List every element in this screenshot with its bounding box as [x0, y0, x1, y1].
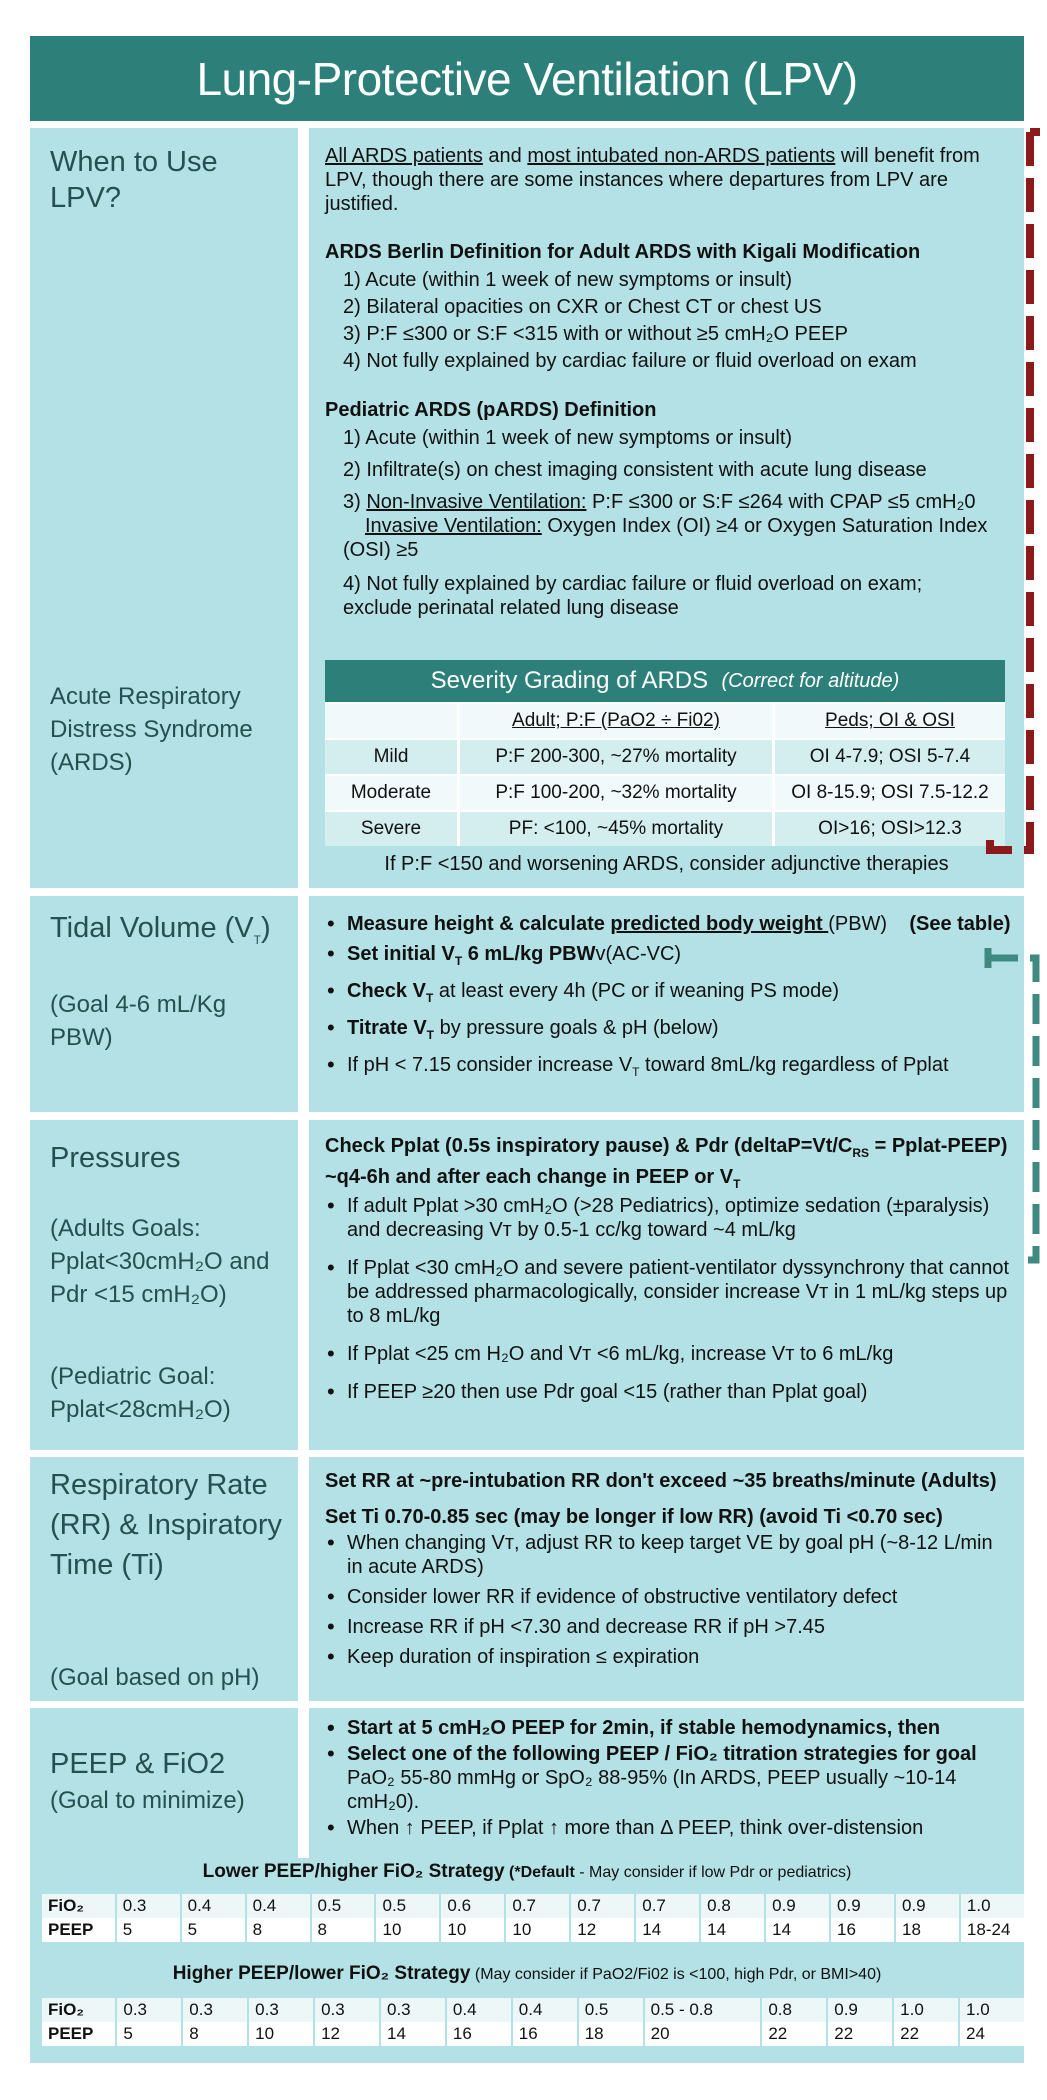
berlin-item: 4) Not fully explained by cardiac failure or fluid overload on exam — [343, 350, 917, 372]
berlin-title: ARDS Berlin Definition for Adult ARDS with Kigali Modification — [325, 241, 921, 263]
table-row — [325, 703, 1005, 739]
severity-title-note: (Correct for altitude) — [721, 669, 900, 692]
tidal-sub: T — [454, 954, 463, 968]
peds-item: 4) Not fully explained by cardiac failure or fluid overload on exam; exclude perinatal related lung disease — [343, 573, 923, 619]
peep-cell: 12 — [570, 1918, 635, 1942]
when-left-panel — [30, 128, 298, 888]
peep-cell: 22 — [761, 2022, 827, 2046]
peep-cell: 14 — [380, 2022, 446, 2046]
list-item: • If Pplat <25 cm H₂O and Vᴛ <6 mL/kg, increase Vᴛ to 6 mL/kg — [325, 1342, 1015, 1366]
fio2-cell: 0.8 — [700, 1894, 765, 1918]
pressures-right-panel — [309, 1120, 1024, 1450]
teal-dashed-bracket — [988, 948, 1036, 1260]
lower-peep-table — [42, 1894, 1024, 1942]
tidal-b1a: Measure height & calculate — [347, 913, 611, 935]
higher-peep-table — [42, 1998, 1024, 2046]
table-cell: P:F 200-300, ~27% mortality — [459, 739, 774, 775]
tidal-left-panel — [30, 896, 298, 1112]
fio2-cell: 0.9 — [895, 1894, 960, 1918]
peep-cell: 5 — [116, 2022, 182, 2046]
dashed-connectors — [980, 128, 1040, 1298]
tidal-b1d: (See table) — [909, 913, 1011, 935]
tidal-goal: (Goal 4-6 mL/Kg PBW) — [50, 991, 227, 1051]
lower-title: Lower PEEP/higher FiO₂ Strategy — [202, 1861, 505, 1882]
tidal-b4a: Titrate V — [347, 1017, 427, 1039]
peep-cell: 18 — [578, 2022, 644, 2046]
peep-cell: 16 — [830, 1918, 895, 1942]
fio2-label: FiO₂ — [42, 1894, 116, 1918]
row-label: Moderate — [325, 775, 459, 811]
divider — [298, 1708, 309, 1858]
tidal-heading-text: Tidal Volume (V — [50, 912, 254, 944]
peep-b2b: PaO₂ 55-80 mmHg or SpO₂ 88-95% (In ARDS, PEEP usually ~10-14 cmH₂0). — [347, 1767, 957, 1813]
peep-label: PEEP — [48, 2024, 94, 2043]
pressures-list — [325, 1194, 1015, 1410]
peep-cell: 14 — [635, 1918, 700, 1942]
peep-goal: (Goal to minimize) — [50, 1787, 245, 1814]
fio2-cell: 1.0 — [893, 1998, 959, 2022]
list-item — [325, 942, 1015, 973]
rr-section — [30, 1457, 1024, 1701]
pressures-left-panel — [30, 1120, 298, 1450]
peep-cell: 10 — [375, 1918, 440, 1942]
peep-label: PEEP — [48, 1920, 94, 1939]
list-item — [325, 1016, 1015, 1047]
tidal-b1c: (PBW) — [828, 913, 888, 935]
peds-iv-text: Oxygen Index (OI) ≥4 or Oxygen Saturation Index (OSI) ≥5 — [343, 515, 988, 561]
higher-strategy-title — [30, 1962, 1024, 1987]
tidal-b3b: at least every 4h (PC or if weaning PS mode) — [433, 980, 840, 1002]
row-label: Mild — [325, 739, 459, 775]
tidal-volume-section — [30, 896, 1024, 1112]
pressures-check-sub: RS — [852, 1146, 870, 1160]
pressures-check — [325, 1134, 1015, 1196]
peep-cell: 12 — [314, 2022, 380, 2046]
red-dashed-bracket — [990, 132, 1040, 850]
peep-section — [30, 1708, 1024, 2063]
fio2-label: FiO₂ — [42, 1998, 116, 2022]
tidal-list — [325, 912, 1015, 1090]
list-item — [325, 1053, 1015, 1084]
peep-cell: 16 — [446, 2022, 512, 2046]
fio2-cell: 0.4 — [246, 1894, 311, 1918]
table-row — [325, 739, 1005, 775]
fio2-cell: 1.0 — [959, 1998, 1024, 2022]
tidal-right-panel — [309, 896, 1024, 1112]
berlin-item: 3) P:F ≤300 or S:F <315 with or without ≥5 cmH₂O PEEP — [343, 323, 848, 345]
fio2-cell: 0.5 — [578, 1998, 644, 2022]
fio2-cell: 0.6 — [440, 1894, 505, 1918]
table-row — [325, 775, 1005, 811]
peep-row — [42, 2022, 1024, 2046]
intro-rest: will benefit from LPV, though there are some instances where departures from LPV are justified. — [325, 145, 980, 215]
peep-cell: 18-24 — [960, 1918, 1024, 1942]
rr-right-panel — [309, 1457, 1024, 1701]
pressures-check-text: Check Pplat (0.5s inspiratory pause) & Pdr (deltaP=Vt/C — [325, 1135, 853, 1157]
tidal-heading-sub: T — [253, 932, 261, 947]
fio2-cell: 0.8 — [761, 1998, 827, 2022]
peep-cell: 8 — [182, 2022, 248, 2046]
peep-cell: 8 — [246, 1918, 311, 1942]
fio2-cell: 0.4 — [181, 1894, 246, 1918]
lpv-intro — [325, 144, 1005, 216]
table-cell: OI 8-15.9; OSI 7.5-12.2 — [774, 775, 1006, 811]
berlin-item: 1) Acute (within 1 week of new symptoms or insult) — [343, 269, 793, 291]
berlin-list — [343, 268, 1013, 376]
pressures-check-sub2: T — [733, 1177, 741, 1191]
fio2-cell: 0.3 — [182, 1998, 248, 2022]
row-label: Severe — [325, 811, 459, 846]
list-item — [325, 1742, 1015, 1814]
col-adult: Adult; P:F (PaO2 ÷ Fi02) — [459, 703, 774, 739]
fio2-cell: 1.0 — [960, 1894, 1024, 1918]
berlin-item: 2) Bilateral opacities on CXR or Chest CT or chest US — [343, 296, 822, 318]
fio2-cell: 0.7 — [505, 1894, 570, 1918]
table-cell: OI>16; OSI>12.3 — [774, 811, 1006, 846]
peep-list — [325, 1716, 1015, 1846]
list-item: • If Pplat <30 cmH₂O and severe patient-ventilator dyssynchrony that cannot be addressed pharmacologically, consider increase Vᴛ in 1 mL/kg steps up to 8 mL/kg — [325, 1256, 1015, 1328]
page-title: Lung-Protective Ventilation (LPV) — [30, 36, 1024, 121]
peep-heading: PEEP & FiO2 — [50, 1748, 226, 1780]
intro-non-ards: most intubated non-ARDS patients — [527, 145, 836, 167]
list-item: • If PEEP ≥20 then use Pdr goal <15 (rather than Pplat goal) — [325, 1380, 1015, 1404]
list-item — [325, 979, 1015, 1010]
table-cell: OI 4-7.9; OSI 5-7.4 — [774, 739, 1006, 775]
fio2-cell: 0.5 — [375, 1894, 440, 1918]
peep-cell: 18 — [895, 1918, 960, 1942]
peep-cell: 24 — [959, 2022, 1024, 2046]
peds-title: Pediatric ARDS (pARDS) Definition — [325, 399, 657, 421]
fio2-cell: 0.5 — [311, 1894, 376, 1918]
table-cell: PF: <100, ~45% mortality — [459, 811, 774, 846]
peep-cell: 10 — [248, 2022, 314, 2046]
severity-title-text: Severity Grading of ARDS — [430, 667, 709, 694]
lower-note: - May consider if low Pdr or pediatrics) — [574, 1864, 852, 1881]
fio2-cell: 0.7 — [635, 1894, 700, 1918]
list-item: • Increase RR if pH <7.30 and decrease RR if pH >7.45 — [325, 1615, 1005, 1639]
severity-grid — [325, 702, 1005, 846]
lower-note-b: (*Default — [504, 1864, 575, 1881]
intro-ards: All ARDS patients — [325, 145, 483, 167]
severity-table — [325, 660, 1005, 846]
table-row — [325, 811, 1005, 846]
tidal-b5b: toward 8mL/kg regardless of Pplat — [639, 1054, 949, 1076]
tidal-b3a: Check V — [347, 980, 426, 1002]
peds-iv: Invasive Ventilation: — [365, 515, 542, 537]
tidal-sub: T — [426, 1028, 435, 1042]
rr-line1: Set RR at ~pre-intubation RR don't exceed ~35 breaths/minute (Adults) — [325, 1470, 997, 1492]
tidal-sub: T — [425, 991, 434, 1005]
tidal-heading — [50, 910, 290, 958]
peds-item: 2) Infiltrate(s) on chest imaging consistent with acute lung disease — [343, 459, 927, 481]
tidal-b2b: 6 mL/kg PBW — [462, 943, 596, 965]
tidal-sub: T — [632, 1065, 640, 1079]
peep-cell: 22 — [893, 2022, 959, 2046]
fio2-cell: 0.9 — [827, 1998, 893, 2022]
list-item: • When ↑ PEEP, if Pplat ↑ more than Δ PEEP, think over-distension — [325, 1816, 1015, 1840]
peds-3-num: 3) — [343, 491, 367, 513]
adjunctive-note: If P:F <150 and worsening ARDS, consider adjunctive therapies — [384, 853, 949, 875]
fio2-cell: 0.3 — [116, 1894, 181, 1918]
higher-title: Higher PEEP/lower FiO₂ Strategy — [172, 1963, 471, 1984]
peds-niv-text: P:F ≤300 or S:F ≤264 with CPAP ≤5 cmH₂0 — [586, 491, 976, 513]
rr-goal: (Goal based on pH) — [50, 1664, 260, 1691]
ards-heading: Acute Respiratory Distress Syndrome (ARDS) — [50, 683, 253, 776]
peep-cell: 10 — [505, 1918, 570, 1942]
peep-cell: 20 — [644, 2022, 762, 2046]
tidal-b2c: v(AC-VC) — [595, 943, 682, 965]
table-cell — [325, 703, 459, 739]
peep-cell: 5 — [181, 1918, 246, 1942]
fio2-cell: 0.3 — [380, 1998, 446, 2022]
peds-item: 1) Acute (within 1 week of new symptoms or insult) — [343, 427, 793, 449]
peep-cell: 22 — [827, 2022, 893, 2046]
higher-note: (May consider if PaO2/Fi02 is <100, high Pdr, or BMI>40) — [470, 1966, 882, 1983]
fio2-cell: 0.5 - 0.8 — [644, 1998, 762, 2022]
severity-title — [325, 660, 1005, 702]
list-item: • If adult Pplat >30 cmH₂O (>28 Pediatrics), optimize sedation (±paralysis) and decreasing Vᴛ by 0.5-1 cc/kg toward ~4 mL/kg — [325, 1194, 1015, 1242]
fio2-cell: 0.7 — [570, 1894, 635, 1918]
rr-left-panel — [30, 1457, 298, 1701]
table-cell: P:F 100-200, ~32% mortality — [459, 775, 774, 811]
pressures-goal-peds: (Pediatric Goal: Pplat<28cmH₂O) — [50, 1363, 231, 1423]
fio2-cell: 0.9 — [765, 1894, 830, 1918]
fio2-cell: 0.9 — [830, 1894, 895, 1918]
pressures-section — [30, 1120, 1024, 1450]
peep-cell: 8 — [311, 1918, 376, 1942]
fio2-row — [42, 1894, 1024, 1918]
peep-cell: 5 — [116, 1918, 181, 1942]
tidal-b4b: by pressure goals & pH (below) — [434, 1017, 719, 1039]
pressures-goal-adult: (Adults Goals: Pplat<30cmH₂O and Pdr <15 cmH₂O) — [50, 1215, 270, 1308]
fio2-cell: 0.4 — [446, 1998, 512, 2022]
list-item: • Keep duration of inspiration ≤ expiration — [325, 1645, 1005, 1669]
peep-cell: 14 — [700, 1918, 765, 1942]
tidal-b1b: predicted body weight — [610, 913, 829, 935]
tidal-heading-end: ) — [260, 912, 271, 944]
fio2-row — [42, 1998, 1024, 2022]
tidal-b5a: If pH < 7.15 consider increase V — [347, 1054, 633, 1076]
peds-niv: Non-Invasive Ventilation: — [366, 491, 587, 513]
peep-cell: 16 — [512, 2022, 578, 2046]
list-item — [325, 912, 1015, 936]
fio2-cell: 0.3 — [248, 1998, 314, 2022]
rr-heading: Respiratory Rate (RR) & Inspiratory Time (Ti) — [50, 1469, 283, 1581]
fio2-cell: 0.4 — [512, 1998, 578, 2022]
pressures-check-end: = Pplat-PEEP) ~q4-6h and after each change in PEEP or V — [325, 1135, 1008, 1188]
peep-cell: 14 — [765, 1918, 830, 1942]
peds-item-3 — [343, 490, 1013, 562]
rr-line2: Set Ti 0.70-0.85 sec (may be longer if low RR) (avoid Ti <0.70 sec) — [325, 1506, 943, 1528]
tidal-b2a: Set initial V — [347, 943, 455, 965]
list-item: • Start at 5 cmH₂O PEEP for 2min, if stable hemodynamics, then — [325, 1716, 1015, 1740]
peep-row — [42, 1918, 1024, 1942]
col-peds: Peds; OI & OSI — [774, 703, 1006, 739]
peep-cell: 10 — [440, 1918, 505, 1942]
fio2-cell: 0.3 — [116, 1998, 182, 2022]
list-item: • Consider lower RR if evidence of obstructive ventilatory defect — [325, 1585, 1005, 1609]
fio2-cell: 0.3 — [314, 1998, 380, 2022]
pressures-heading: Pressures — [50, 1142, 181, 1174]
peep-b2a: Select one of the following PEEP / FiO₂ titration strategies for goal — [347, 1743, 977, 1765]
list-item: • When changing Vᴛ, adjust RR to keep target VE by goal pH (~8-12 L/min in acute ARDS) — [325, 1531, 1005, 1579]
when-heading: When to Use LPV? — [50, 146, 218, 214]
intro-and: and — [482, 145, 528, 167]
rr-list — [325, 1531, 1005, 1675]
lower-strategy-title — [30, 1860, 1024, 1885]
